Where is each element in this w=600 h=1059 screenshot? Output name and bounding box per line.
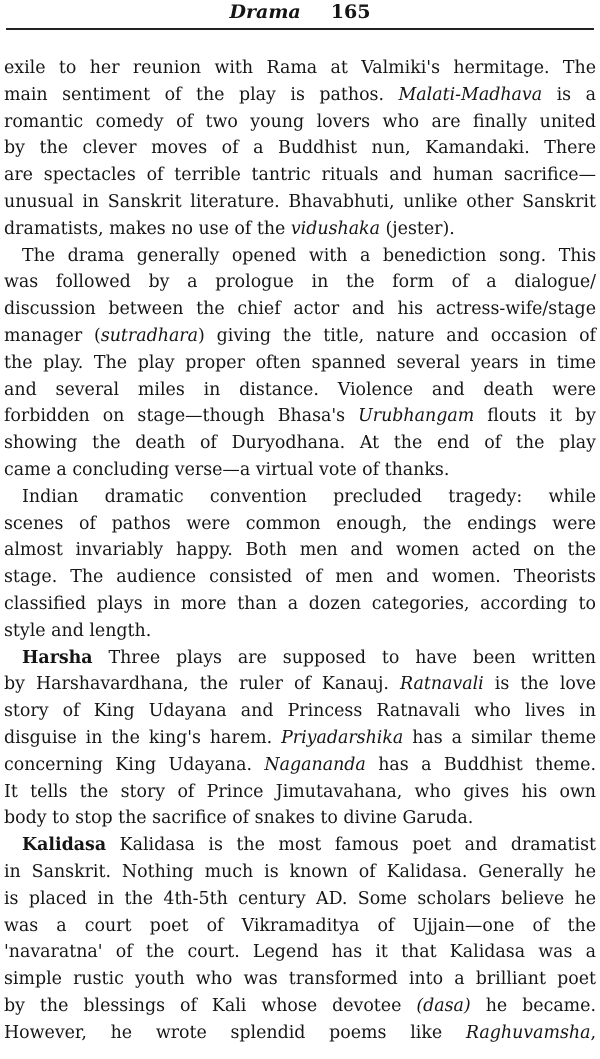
text-line	[4, 645, 596, 672]
text-line: came a concluding verse—a virtual vote of thanks.	[4, 459, 450, 480]
text-line	[4, 323, 596, 350]
text-line: classified plays in more than a dozen categories, according to	[4, 593, 596, 614]
text-segment: Three plays are supposed to have been written	[92, 647, 596, 668]
italic-text: Nagananda	[264, 754, 366, 775]
text-line	[4, 671, 596, 698]
text-line	[4, 82, 596, 109]
section-heading: Harsha	[22, 647, 93, 668]
page-number: 165	[330, 1, 371, 23]
text-line: are spectacles of terrible tantric rituals and human sacrifice—	[4, 165, 596, 186]
text-line: romantic comedy of two young lovers who are finally united	[4, 111, 596, 132]
text-segment: manager (	[4, 325, 101, 346]
text-line: scenes of pathos were common enough, the endings were	[4, 513, 596, 534]
text-segment: is the love	[483, 674, 597, 695]
text-segment: by the blessings of Kali whose devotee	[4, 995, 417, 1016]
text-segment: dramatists, makes no use of the	[4, 218, 291, 239]
italic-text: (dasa)	[416, 995, 471, 1016]
text-segment: ,	[590, 1022, 596, 1043]
header-rule	[6, 28, 594, 30]
text-line	[4, 216, 596, 243]
italic-text: sutradhara	[100, 325, 198, 346]
text-line: discussion between the chief actor and his actress-wife/stage	[4, 299, 596, 320]
italic-text: Ratnavali	[400, 674, 484, 695]
text-line	[4, 725, 596, 752]
text-segment: is a	[542, 84, 596, 105]
chapter-title: Drama	[229, 1, 301, 23]
text-segment: he became.	[470, 995, 596, 1016]
text-line: is placed in the 4th-5th century AD. Some scholars believe he	[4, 888, 596, 909]
text-line: style and length.	[4, 620, 152, 641]
text-line: It tells the story of Prince Jimutavahana, who gives his own	[4, 781, 596, 802]
text-line: exile to her reunion with Rama at Valmiki's hermitage. The	[4, 58, 596, 78]
running-head	[0, 0, 600, 27]
text-line: and several miles in distance. Violence and death were	[4, 379, 596, 400]
text-line: story of King Udayana and Princess Ratnavali who lives in	[4, 701, 596, 722]
text-line: was followed by a prologue in the form of a dialogue/	[4, 272, 596, 293]
italic-text: vidushaka	[290, 218, 380, 239]
text-segment: has a similar theme	[403, 727, 596, 748]
text-line	[4, 752, 596, 779]
italic-text: Raghuvamsha	[465, 1022, 591, 1043]
section-heading: Kalidasa	[22, 835, 107, 856]
text-line: Indian dramatic convention precluded tragedy: while	[22, 486, 596, 507]
text-segment: flouts it by	[474, 406, 596, 427]
italic-text: Urubhangam	[358, 406, 475, 427]
text-line: almost invariably happy. Both men and women acted on the	[4, 540, 596, 561]
text-segment: by Harshavardhana, the ruler of Kanauj.	[4, 674, 400, 695]
text-segment: disguise in the king's harem.	[4, 727, 282, 748]
text-line: was a court poet of Vikramaditya of Ujjain—one of the	[4, 915, 596, 936]
text-segment: forbidden on stage—though Bhasa's	[4, 406, 359, 427]
text-segment: ) giving the title, nature and occasion of	[198, 325, 596, 346]
text-line	[4, 993, 596, 1020]
text-line: the play. The play proper often spanned several years in time	[4, 352, 596, 373]
text-line: by the clever moves of a Buddhist nun, Kamandaki. There	[4, 138, 596, 159]
text-line: 'navaratna' of the court. Legend has it that Kalidasa was a	[4, 942, 596, 963]
text-line: body to stop the sacrifice of snakes to divine Garuda.	[4, 808, 474, 829]
text-line: in Sanskrit. Nothing much is known of Kalidasa. Generally he	[4, 861, 596, 882]
text-line: stage. The audience consisted of men and women. Theorists	[4, 567, 596, 588]
text-line: showing the death of Duryodhana. At the end of the play	[4, 433, 596, 454]
text-line: simple rustic youth who was transformed into a brilliant poet	[4, 969, 596, 990]
text-segment: has a Buddhist theme.	[365, 754, 596, 775]
text-line: unusual in Sanskrit literature. Bhavabhuti, unlike other Sanskrit	[4, 191, 596, 212]
text-segment: (jester).	[379, 218, 455, 239]
italic-text: Priyadarshika	[281, 727, 404, 748]
text-segment: main sentiment of the play is pathos.	[4, 84, 399, 105]
text-segment: Kalidasa is the most famous poet and dramatist	[106, 835, 596, 856]
text-segment: concerning King Udayana.	[4, 754, 265, 775]
italic-text: Malati-Madhava	[398, 84, 543, 105]
text-line: The drama generally opened with a benediction song. This	[22, 245, 596, 266]
text-segment: However, he wrote splendid poems like	[4, 1022, 466, 1043]
text-line	[4, 1020, 596, 1047]
body-text	[4, 55, 596, 1046]
text-line	[4, 832, 596, 859]
text-line	[4, 403, 596, 430]
